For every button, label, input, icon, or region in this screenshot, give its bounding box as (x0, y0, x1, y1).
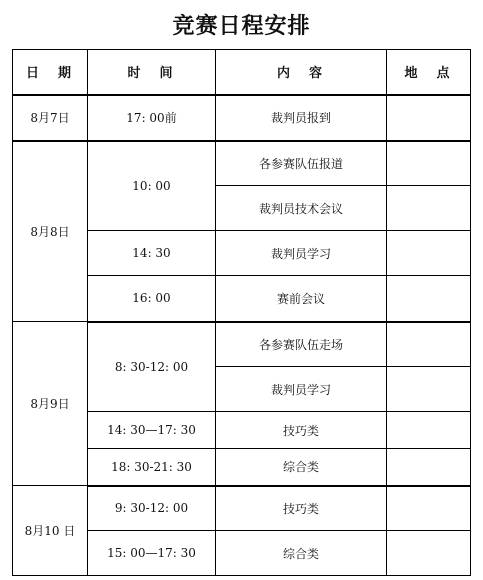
content-cell: 裁判员报到 (216, 95, 387, 141)
page-title: 竞赛日程安排 (172, 13, 311, 39)
time-cell: 10: 00 (88, 141, 216, 231)
date-cell: 8月8日 (13, 141, 88, 322)
content-cell: 技巧类 (216, 486, 387, 531)
place-cell (387, 322, 471, 367)
place-cell (387, 449, 471, 486)
place-cell (387, 531, 471, 576)
content-cell: 裁判员学习 (216, 231, 387, 276)
place-cell (387, 231, 471, 276)
time-cell: 14: 30—17: 30 (88, 412, 216, 449)
time-cell: 8: 30-12: 00 (88, 322, 216, 412)
content-cell: 赛前会议 (216, 276, 387, 322)
time-cell: 14: 30 (88, 231, 216, 276)
place-cell (387, 412, 471, 449)
table-header-row (13, 50, 471, 95)
content-cell: 综合类 (216, 531, 387, 576)
place-cell (387, 486, 471, 531)
schedule-table (12, 49, 471, 576)
place-cell (387, 276, 471, 322)
time-cell: 17: 00前 (88, 95, 216, 141)
header-place: 地 点 (387, 50, 471, 95)
table-row (13, 322, 471, 367)
content-cell: 各参赛队伍报道 (216, 141, 387, 186)
time-cell: 15: 00—17: 30 (88, 531, 216, 576)
time-cell: 16: 00 (88, 276, 216, 322)
content-cell: 裁判员技术会议 (216, 186, 387, 231)
place-cell (387, 141, 471, 186)
header-time: 时 间 (88, 50, 216, 95)
date-cell: 8月9日 (13, 322, 88, 486)
time-cell: 18: 30-21: 30 (88, 449, 216, 486)
place-cell (387, 367, 471, 412)
table-row (13, 486, 471, 531)
time-cell: 9: 30-12: 00 (88, 486, 216, 531)
place-cell (387, 186, 471, 231)
table-row (13, 95, 471, 141)
content-cell: 技巧类 (216, 412, 387, 449)
place-cell (387, 95, 471, 141)
header-content: 内 容 (216, 50, 387, 95)
date-cell: 8月10 日 (13, 486, 88, 576)
content-cell: 各参赛队伍走场 (216, 322, 387, 367)
header-date: 日 期 (13, 50, 88, 95)
content-cell: 综合类 (216, 449, 387, 486)
content-cell: 裁判员学习 (216, 367, 387, 412)
table-row (13, 141, 471, 186)
date-cell: 8月7日 (13, 95, 88, 141)
